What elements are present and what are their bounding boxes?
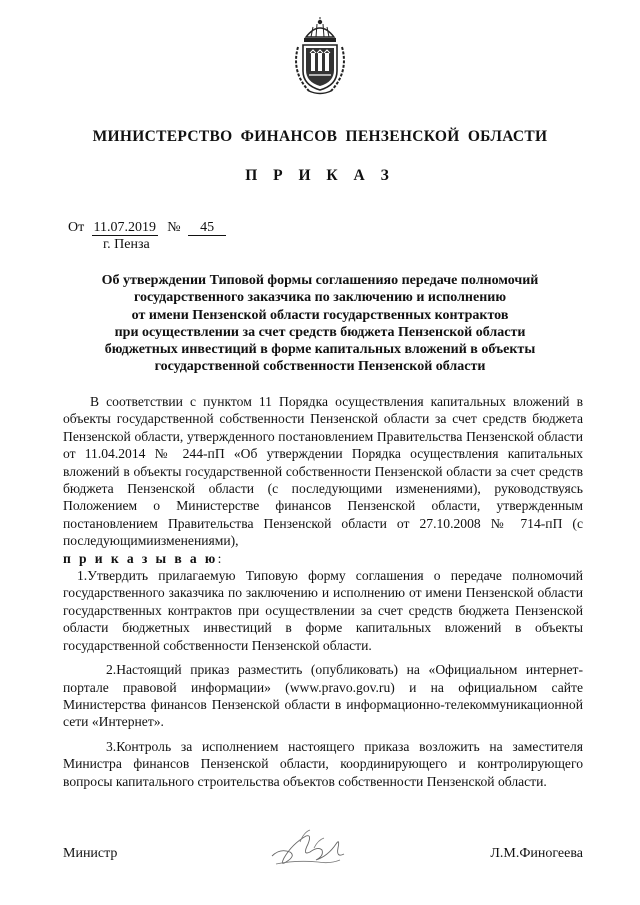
item-1-paragraph: 1.Утвердить прилагаемую Типовую форму соглашения о передаче полномочий государственного заказчика по заключению и исполнению от имени Пензенской области государственных контрактов при осуществлении за счет средств бюджета Пензенской области бюджетных инвестиций в форме капитальных вложений в объекты государственной собственности Пензенской области.: [63, 568, 583, 653]
heading-line: государственного заказчика по заключению и исполнению: [133, 290, 507, 306]
order-number: 45: [188, 220, 226, 236]
heading-line: Об утверждении Типовой формы соглашенияо передаче полномочий: [101, 273, 539, 288]
ministry-name: МИНИСТЕРСТВО ФИНАНСОВ ПЕНЗЕНСКОЙ ОБЛАСТИ: [92, 128, 548, 145]
order-word-line: [63, 550, 583, 567]
order-word-colon: :: [217, 550, 222, 566]
order-heading: [80, 272, 560, 376]
heading-line: государственной собственности Пензенской области: [154, 359, 486, 375]
date-prefix-label: От: [68, 220, 85, 235]
heading-line: от имени Пензенской области государственных контрактов: [131, 307, 509, 323]
signer-name: Л.М.Финогеева: [490, 846, 583, 861]
intro-paragraph: В соответствии с пунктом 11 Порядка осуществления капитальных вложений в объекты государственной собственности Пензенской области за счет средств бюджета Пензенской области, утвержденного постановлением Правительства Пензенской области от 11.04.2014 № 244-пП «Об утверждении Порядка осуществления капитальных вложений в объекты государственной собственности Пензенской области за счет средств бюджета Пензенской области (с последующими изменениями), руководствуясь Положением о Министерстве финансов Пензенской области, утвержденным постановлением Правительства Пензенской области от 27.10.2008 № 714-пП (с последующимиизменениями),: [63, 394, 583, 549]
order-body: [63, 393, 583, 790]
order-date: 11.07.2019: [93, 220, 156, 235]
number-sign-label: №: [167, 220, 181, 235]
heading-line: бюджетных инвестиций в форме капитальных вложений в объекты: [104, 342, 536, 358]
heading-line: при осуществлении за счет средств бюджета Пензенской области: [114, 324, 526, 340]
item-2-paragraph: 2.Настоящий приказ разместить (опубликовать) на «Официальном интернет-портале правовой информации» (www.pravo.gov.ru) и на официальном сайте Министерства финансов Пензенской области в информационно-телекоммуникационной сети «Интернет».: [63, 662, 583, 730]
coat-of-arms-icon: [289, 17, 351, 97]
city-label: г. Пенза: [103, 237, 150, 252]
handwritten-signature: [266, 826, 348, 874]
order-word: п р и к а з ы в а ю: [63, 550, 218, 566]
signer-position: Министр: [63, 846, 118, 861]
item-3-paragraph: 3.Контроль за исполнением настоящего приказа возложить на заместителя Министра финансов Пензенской области, координирующего и контролирующего вопросы капитального строительства объектов собственности Пензенской области.: [63, 738, 583, 789]
order-meta: [68, 220, 226, 236]
document-type-title: П Р И К А З: [245, 167, 395, 184]
